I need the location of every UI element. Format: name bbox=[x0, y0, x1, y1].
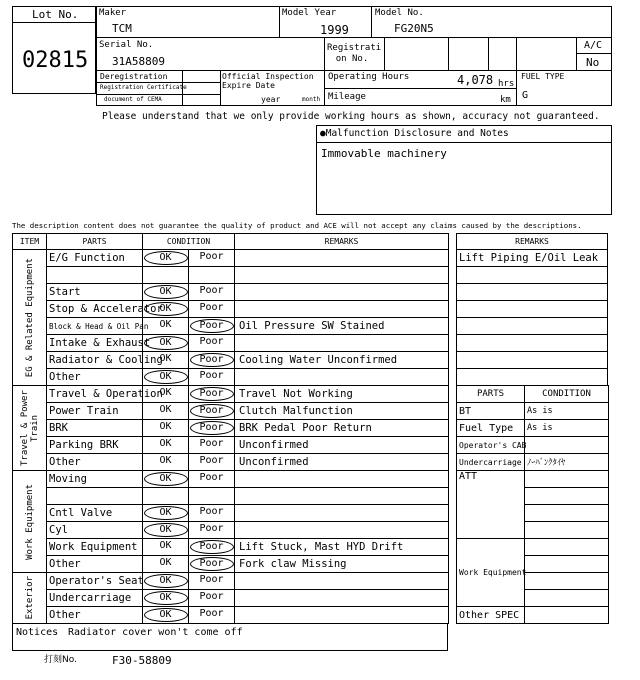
notices-label: Notices bbox=[16, 627, 59, 638]
km-unit: km bbox=[500, 95, 511, 105]
poor-label: Poor bbox=[199, 438, 224, 449]
poor-label: Poor bbox=[199, 251, 224, 262]
right-remark-line bbox=[457, 318, 608, 335]
ok-cell bbox=[143, 369, 189, 386]
remark-cell bbox=[235, 505, 449, 522]
table-row bbox=[13, 590, 449, 607]
poor-cell bbox=[189, 607, 235, 624]
ok-cell bbox=[143, 318, 189, 335]
maker-label: Maker bbox=[99, 8, 127, 18]
table-row bbox=[13, 318, 449, 335]
model-no-value: FG20N5 bbox=[394, 22, 434, 35]
right-part-name: BT bbox=[457, 403, 525, 420]
stamp-label: 打刻No. bbox=[44, 655, 77, 665]
poor-label: Poor bbox=[199, 591, 224, 602]
table-row bbox=[13, 505, 449, 522]
poor-cell bbox=[189, 437, 235, 454]
section-label: EG & Related Equipment bbox=[13, 250, 47, 386]
ok-circled-mark: OK bbox=[144, 302, 188, 316]
right-condition-value: As is bbox=[525, 420, 609, 437]
remark-cell bbox=[235, 522, 449, 539]
ok-cell bbox=[143, 335, 189, 352]
poor-cell bbox=[189, 505, 235, 522]
poor-circled-mark: Poor bbox=[190, 540, 234, 554]
ok-cell bbox=[143, 607, 189, 624]
poor-cell bbox=[189, 590, 235, 607]
poor-label: Poor bbox=[199, 336, 224, 347]
ok-circled-mark: OK bbox=[144, 472, 188, 486]
poor-cell bbox=[189, 420, 235, 437]
poor-label: Poor bbox=[199, 455, 224, 466]
remark-cell: BRK Pedal Poor Return bbox=[235, 420, 449, 437]
header-parts: PARTS bbox=[47, 234, 143, 250]
serial-value: 31A58809 bbox=[112, 55, 165, 68]
right-parts-header: PARTS bbox=[457, 386, 525, 403]
part-name: Other bbox=[47, 369, 143, 386]
ok-cell bbox=[143, 386, 189, 403]
poor-cell bbox=[189, 454, 235, 471]
inspection-label: Official Inspection Expire Date bbox=[222, 72, 314, 90]
table-row bbox=[13, 437, 449, 454]
registration-cert-label: Registration Certificate bbox=[100, 84, 187, 91]
lot-number: 02815 bbox=[22, 48, 89, 73]
ok-circled-mark: OK bbox=[144, 370, 188, 384]
poor-cell bbox=[189, 539, 235, 556]
registration-label: Registrati on No. bbox=[327, 43, 382, 64]
ok-cell bbox=[143, 301, 189, 318]
poor-cell bbox=[189, 386, 235, 403]
part-name: Stop & Accelerator bbox=[47, 301, 143, 318]
part-name: Cyl bbox=[47, 522, 143, 539]
part-name: Travel & Operation bbox=[47, 386, 143, 403]
right-part-name: Other SPEC bbox=[457, 607, 525, 624]
remark-cell bbox=[235, 335, 449, 352]
model-no-label: Model No. bbox=[375, 8, 424, 18]
right-part-name: Work Equipment bbox=[457, 539, 525, 607]
ok-cell bbox=[143, 573, 189, 590]
ok-circled-mark: OK bbox=[144, 336, 188, 350]
remark-cell: Clutch Malfunction bbox=[235, 403, 449, 420]
ok-circled-mark: OK bbox=[144, 506, 188, 520]
right-remark-line bbox=[457, 284, 608, 301]
header-condition: CONDITION bbox=[143, 234, 235, 250]
header-item: ITEM bbox=[13, 234, 47, 250]
poor-cell bbox=[189, 318, 235, 335]
ok-cell bbox=[143, 267, 189, 284]
poor-cell bbox=[189, 267, 235, 284]
header-remarks: REMARKS bbox=[235, 234, 449, 250]
right-remark-line: Lift Piping E/Oil Leak bbox=[457, 250, 608, 267]
remark-cell bbox=[235, 573, 449, 590]
table-row bbox=[13, 250, 449, 267]
table-row bbox=[13, 352, 449, 369]
remark-cell bbox=[235, 284, 449, 301]
right-condition-value: As is bbox=[525, 403, 609, 420]
poor-circled-mark: Poor bbox=[190, 421, 234, 435]
stamp-value: F30-58809 bbox=[112, 654, 172, 667]
poor-cell bbox=[189, 335, 235, 352]
part-name: Other bbox=[47, 454, 143, 471]
poor-label: Poor bbox=[199, 285, 224, 296]
ok-cell bbox=[143, 250, 189, 267]
table-row bbox=[13, 420, 449, 437]
poor-cell bbox=[189, 284, 235, 301]
part-name: Undercarriage bbox=[47, 590, 143, 607]
operating-hours-value: 4,078 bbox=[457, 73, 494, 87]
part-name: BRK bbox=[47, 420, 143, 437]
ok-cell bbox=[143, 403, 189, 420]
poor-cell bbox=[189, 352, 235, 369]
ok-circled-mark: OK bbox=[144, 591, 188, 605]
operating-hours-label: Operating Hours bbox=[328, 72, 410, 82]
right-remark-line bbox=[457, 369, 608, 386]
table-row bbox=[13, 454, 449, 471]
right-remarks-table bbox=[456, 233, 608, 386]
right-part-name: Operator's CAB bbox=[457, 437, 525, 454]
remark-cell bbox=[235, 301, 449, 318]
remark-cell bbox=[235, 488, 449, 505]
malfunction-title: ●Malfunction Disclosure and Notes bbox=[320, 128, 509, 139]
model-year-value: 1999 bbox=[320, 23, 349, 37]
part-name: Power Train bbox=[47, 403, 143, 420]
hours-unit: hrs bbox=[498, 79, 515, 89]
section-label: Exterior bbox=[13, 573, 47, 624]
serial-label: Serial No. bbox=[99, 40, 154, 50]
right-remark-line bbox=[457, 352, 608, 369]
poor-label: Poor bbox=[199, 574, 224, 585]
ok-cell bbox=[143, 556, 189, 573]
ok-cell bbox=[143, 471, 189, 488]
ok-cell bbox=[143, 454, 189, 471]
poor-label: Poor bbox=[199, 608, 224, 619]
ok-circled-mark: OK bbox=[144, 251, 188, 265]
part-name bbox=[47, 488, 143, 505]
ok-circled-mark: OK bbox=[144, 608, 188, 622]
remark-cell bbox=[235, 607, 449, 624]
table-row bbox=[13, 284, 449, 301]
part-name: E/G Function bbox=[47, 250, 143, 267]
model-year-label: Model Year bbox=[282, 8, 337, 18]
remark-cell bbox=[235, 369, 449, 386]
ok-cell bbox=[143, 437, 189, 454]
ac-value: No bbox=[586, 56, 600, 69]
remark-cell: Oil Pressure SW Stained bbox=[235, 318, 449, 335]
poor-cell bbox=[189, 369, 235, 386]
part-name: Other bbox=[47, 556, 143, 573]
right-part-name: Fuel Type bbox=[457, 420, 525, 437]
malfunction-text: Immovable machinery bbox=[321, 147, 447, 160]
ok-cell bbox=[143, 488, 189, 505]
poor-circled-mark: Poor bbox=[190, 353, 234, 367]
table-row bbox=[13, 301, 449, 318]
right-remark-line bbox=[457, 267, 608, 284]
ok-cell bbox=[143, 522, 189, 539]
table-row bbox=[13, 267, 449, 284]
ok-label: OK bbox=[159, 438, 172, 449]
ok-label: OK bbox=[159, 540, 172, 551]
poor-cell bbox=[189, 556, 235, 573]
ok-label: OK bbox=[159, 557, 172, 568]
poor-cell bbox=[189, 403, 235, 420]
ok-cell bbox=[143, 284, 189, 301]
poor-label: Poor bbox=[199, 523, 224, 534]
ok-circled-mark: OK bbox=[144, 523, 188, 537]
remark-cell bbox=[235, 471, 449, 488]
maker-value: TCM bbox=[112, 22, 132, 35]
table-row bbox=[13, 369, 449, 386]
section-label: Travel & Power Train bbox=[13, 386, 47, 471]
part-name: Start bbox=[47, 284, 143, 301]
part-name: Other bbox=[47, 607, 143, 624]
right-remark-line bbox=[457, 301, 608, 318]
poor-cell bbox=[189, 488, 235, 505]
part-name: Intake & Exhaust bbox=[47, 335, 143, 352]
ok-circled-mark: OK bbox=[144, 285, 188, 299]
part-name: Radiator & Cooling bbox=[47, 352, 143, 369]
part-name: Parking BRK bbox=[47, 437, 143, 454]
table-row bbox=[13, 556, 449, 573]
poor-cell bbox=[189, 573, 235, 590]
table-row bbox=[13, 403, 449, 420]
table-row bbox=[13, 335, 449, 352]
poor-label: Poor bbox=[199, 506, 224, 517]
remark-cell: Unconfirmed bbox=[235, 454, 449, 471]
table-row bbox=[13, 573, 449, 590]
remark-cell: Cooling Water Unconfirmed bbox=[235, 352, 449, 369]
table-row bbox=[13, 607, 449, 624]
ok-cell bbox=[143, 590, 189, 607]
year-label: year bbox=[261, 95, 281, 104]
remark-cell bbox=[235, 590, 449, 607]
poor-label: Poor bbox=[199, 472, 224, 483]
part-name bbox=[47, 267, 143, 284]
poor-cell bbox=[189, 301, 235, 318]
ok-label: OK bbox=[159, 387, 172, 398]
right-remark-line bbox=[457, 335, 608, 352]
inspection-table bbox=[12, 233, 448, 624]
month-label: month bbox=[302, 96, 321, 103]
lot-label: Lot No. bbox=[32, 8, 79, 21]
part-name: Moving bbox=[47, 471, 143, 488]
right-condition-value bbox=[525, 607, 609, 624]
remark-cell: Fork claw Missing bbox=[235, 556, 449, 573]
table-row bbox=[13, 522, 449, 539]
part-name: Operator's Seat bbox=[47, 573, 143, 590]
poor-cell bbox=[189, 522, 235, 539]
part-name: Block & Head & Oil Pan bbox=[47, 318, 143, 335]
poor-circled-mark: Poor bbox=[190, 557, 234, 571]
ok-label: OK bbox=[159, 404, 172, 415]
remark-cell: Unconfirmed bbox=[235, 437, 449, 454]
remark-cell bbox=[235, 250, 449, 267]
right-parts-table bbox=[456, 385, 608, 624]
disclaimer: The description content does not guarantee the quality of product and ACE will not accept any claims caused by the descriptions. bbox=[12, 221, 582, 230]
right-part-name: Undercarriage bbox=[457, 454, 525, 471]
hours-note: Please understand that we only provide working hours as shown, accuracy not guaranteed. bbox=[102, 111, 600, 122]
deregistration-label: Deregistration bbox=[100, 72, 168, 81]
mileage-label: Mileage bbox=[328, 92, 366, 102]
notices-text: Radiator cover won't come off bbox=[68, 627, 243, 638]
right-part-name: ATT bbox=[457, 471, 525, 539]
table-row bbox=[13, 386, 449, 403]
poor-label: Poor bbox=[199, 302, 224, 313]
ok-cell bbox=[143, 352, 189, 369]
table-row bbox=[13, 471, 449, 488]
ok-label: OK bbox=[159, 455, 172, 466]
ok-circled-mark: OK bbox=[144, 574, 188, 588]
cema-label: document of CEMA bbox=[104, 96, 162, 103]
remark-cell: Travel Not Working bbox=[235, 386, 449, 403]
ok-label: OK bbox=[159, 353, 172, 364]
poor-cell bbox=[189, 471, 235, 488]
ac-label: A/C bbox=[584, 40, 603, 51]
right-condition-value bbox=[525, 471, 609, 539]
part-name: Cntl Valve bbox=[47, 505, 143, 522]
fuel-type-label: FUEL TYPE bbox=[521, 72, 565, 81]
remark-cell bbox=[235, 267, 449, 284]
ok-label: OK bbox=[159, 319, 172, 330]
ok-cell bbox=[143, 505, 189, 522]
right-condition-value bbox=[525, 539, 609, 607]
poor-cell bbox=[189, 250, 235, 267]
right-remarks-header: REMARKS bbox=[457, 234, 608, 250]
right-condition-value bbox=[525, 437, 609, 454]
remark-cell: Lift Stuck, Mast HYD Drift bbox=[235, 539, 449, 556]
fuel-type-value: G bbox=[522, 90, 529, 101]
section-label: Work Equipment bbox=[13, 471, 47, 573]
poor-label: Poor bbox=[199, 370, 224, 381]
part-name: Work Equipment bbox=[47, 539, 143, 556]
ok-cell bbox=[143, 539, 189, 556]
poor-circled-mark: Poor bbox=[190, 387, 234, 401]
right-condition-value: ﾉｰﾊﾞﾝｸﾀｲﾔ bbox=[525, 454, 609, 471]
ok-cell bbox=[143, 420, 189, 437]
right-condition-header: CONDITION bbox=[525, 386, 609, 403]
poor-circled-mark: Poor bbox=[190, 319, 234, 333]
table-row bbox=[13, 488, 449, 505]
ok-label: OK bbox=[159, 421, 172, 432]
table-row bbox=[13, 539, 449, 556]
poor-circled-mark: Poor bbox=[190, 404, 234, 418]
